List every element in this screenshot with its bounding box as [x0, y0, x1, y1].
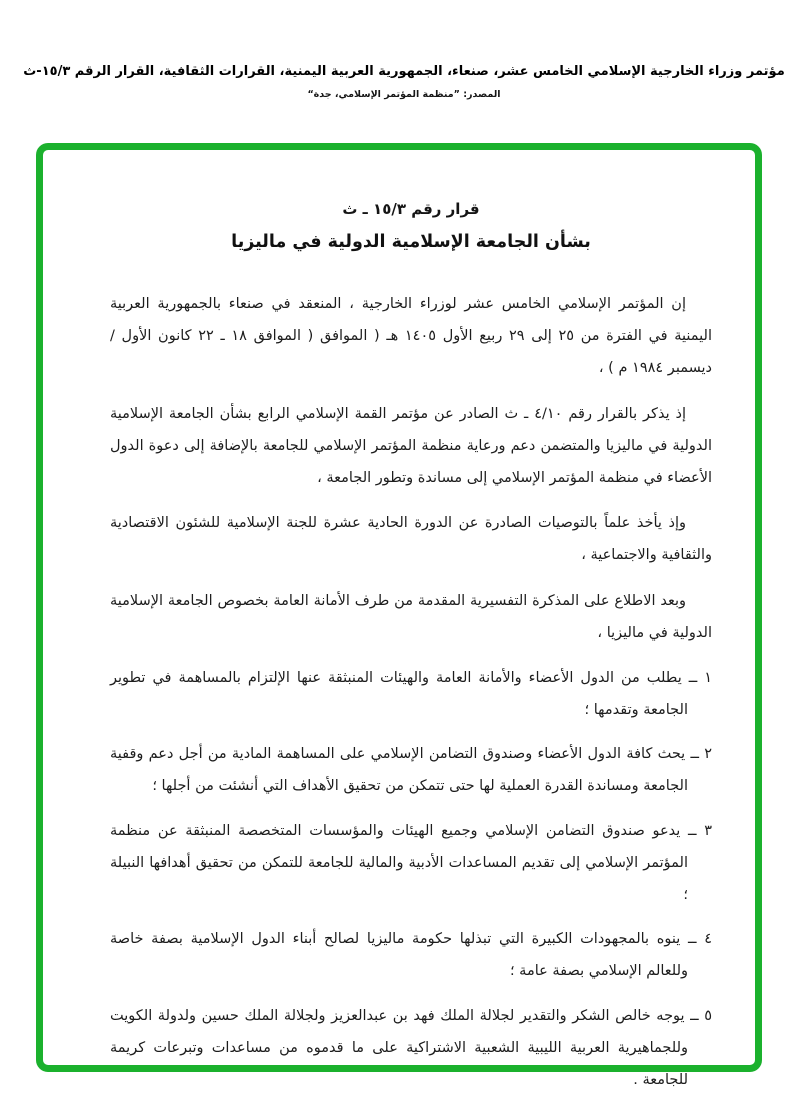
preamble-paragraph-1: إن المؤتمر الإسلامي الخامس عشر لوزراء الخارجية ، المنعقد في صنعاء بالجمهورية العربية اليمنية في الفترة من ٢٥ إلى ٢٩ ربيع الأول ١٤٠٥ هـ ( الموافق ( الموافق ١٨ ـ ٢٢ كانون الأول / ديسمبر ١٩٨٤ م ) ،: [110, 296, 713, 377]
resolution-item-1: [110, 662, 712, 726]
preamble-paragraph-3: وإذ يأخذ علماً بالتوصيات الصادرة عن الدورة الحادية عشرة للجنة الإسلامية للشئون الاقتصادية والثقافية والاجتماعية ،: [110, 515, 712, 564]
resolution-document: [43, 150, 755, 1113]
page-header: [0, 64, 808, 100]
resolution-subject-title: بشأن الجامعة الإسلامية الدولية في ماليزيا: [231, 232, 591, 252]
resolution-item-3: [110, 815, 712, 912]
item-text: يدعو صندوق التضامن الإسلامي وجميع الهيئات والمؤسسات المتخصصة المنبثقة عن منظمة المؤتمر الإسلامي إلى تقديم المساعدات الأدبية والمالية للجامعة للتمكن من تحقيق أهدافها النبيلة ؛: [110, 822, 688, 903]
conference-header-line: مؤتمر وزراء الخارجية الإسلامي الخامس عشر، صنعاء، الجمهورية العربية اليمنية، القرارات الثقافية، القرار الرقم ١٥/٣-ث: [23, 64, 785, 79]
item-text: يطلب من الدول الأعضاء والأمانة العامة والهيئات المنبثقة عنها الإلتزام بالمساهمة في تطوير الجامعة وتقدمها ؛: [110, 669, 688, 719]
resolution-item-4: [110, 923, 712, 987]
item-number: ٣ ــ: [688, 822, 712, 839]
preamble-paragraph-4: وبعد الاطلاع على المذكرة التفسيرية المقدمة من طرف الأمانة العامة بخصوص الجامعة الإسلامية الدولية في ماليزيا ،: [110, 592, 712, 641]
item-number: ٢ ــ: [690, 746, 712, 763]
green-scan-border: [36, 143, 762, 1088]
preamble-paragraph-2: إذ يذكر بالقرار رقم ٤/١٠ ـ ث الصادر عن مؤتمر القمة الإسلامي الرابع بشأن الجامعة الإسلامية الدولية في ماليزيا والمتضمن دعم ورعاية منظمة المؤتمر الإسلامي للجامعة بالإضافة إلى دعوة الدول الأعضاء في منظمة المؤتمر الإسلامي إلى مساندة وتطور الجامعة ،: [110, 405, 712, 486]
source-line: المصدر: ”منظمة المؤتمر الإسلامي، جدة“: [307, 89, 501, 100]
item-number: ١ ــ: [688, 669, 713, 686]
item-number: ٤ ــ: [688, 931, 713, 948]
resolution-item-5: [110, 1000, 712, 1097]
resolution-item-2: [110, 738, 712, 802]
item-text: يوجه خالص الشكر والتقدير لجلالة الملك فهد بن عبدالعزيز ولجلالة الملك حسين ولدولة الكويت وللجماهيرية العربية الليبية الشعبية الاشتراكية على ما قدموه من مساعدات وتبرعات كريمة للجامعة .: [110, 1007, 688, 1088]
resolution-number-title: قرار رقم ١٥/٣ ـ ث: [342, 200, 480, 218]
item-number: ٥ ــ: [690, 1007, 713, 1024]
item-text: يحث كافة الدول الأعضاء وصندوق التضامن الإسلامي على المساهمة المادية من أجل دعم وقفية الجامعة ومساندة القدرة العملية لها حتى تتمكن من تحقيق الأهداف التي أنشئت من أجلها ؛: [110, 746, 688, 795]
item-text: ينوه بالمجهودات الكبيرة التي تبذلها حكومة ماليزيا لصالح أبناء الدول الإسلامية بصفة خاصة وللعالم الإسلامي بصفة عامة ؛: [110, 931, 688, 980]
